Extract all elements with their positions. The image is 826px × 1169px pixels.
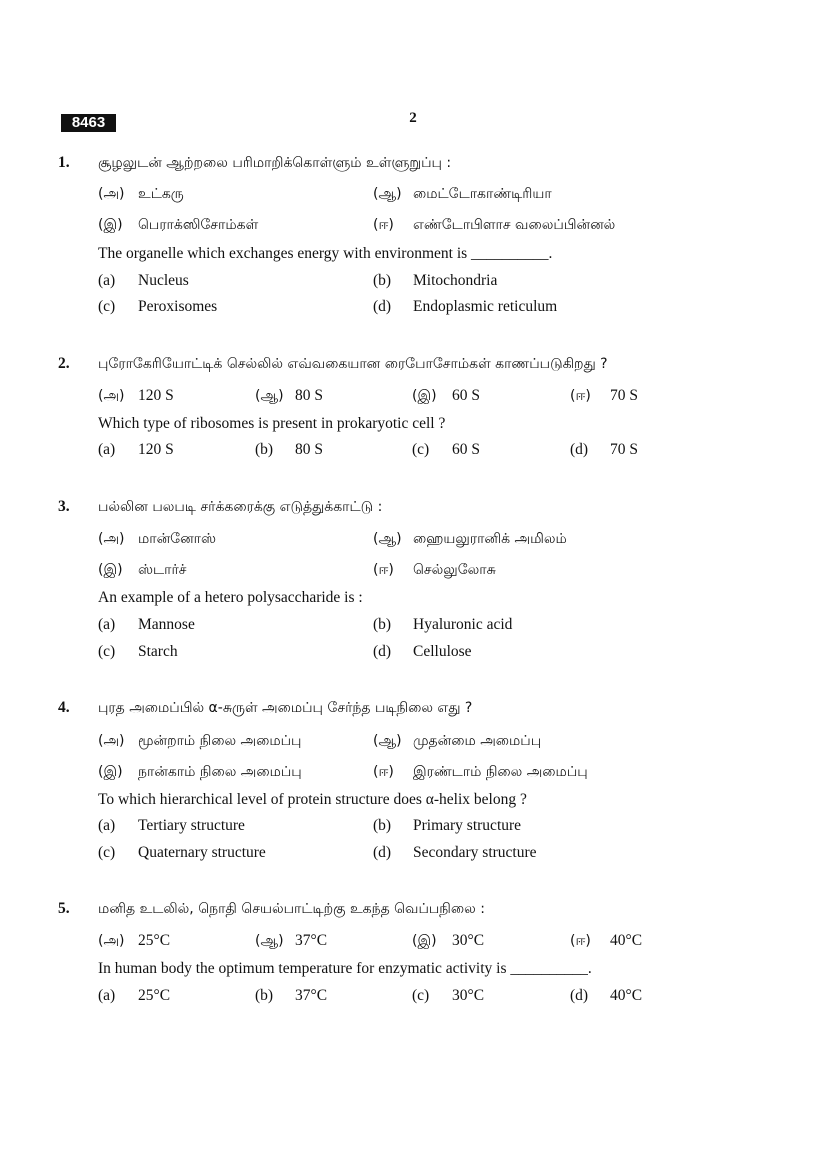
english-option-text: 80 S <box>295 441 323 458</box>
english-option-marker: (d) <box>373 643 392 660</box>
tamil-option-marker: (அ) <box>98 186 125 202</box>
tamil-option-text: மூன்றாம் நிலை அமைப்பு <box>138 733 302 749</box>
tamil-option-text: 60 S <box>452 387 480 404</box>
tamil-option-text: மைட்டோகாண்டிரியா <box>413 186 552 202</box>
tamil-option-marker: (இ) <box>98 764 123 780</box>
english-option-marker: (a) <box>98 441 116 458</box>
english-option-marker: (c) <box>98 844 116 861</box>
english-option-marker: (b) <box>373 817 392 834</box>
english-option-text: Secondary structure <box>413 844 537 861</box>
tamil-question: புரோகேரியோட்டிக் செல்லில் எவ்வகையான ரைபோசோம்கள் காணப்படுகிறது ? <box>98 356 608 372</box>
english-option-marker: (d) <box>570 987 589 1004</box>
english-option-text: Mannose <box>138 616 195 633</box>
tamil-question: சூழலுடன் ஆற்றலை பரிமாறிக்கொள்ளும் உள்ளுறுப்பு : <box>98 155 452 171</box>
english-option-marker: (d) <box>570 441 589 458</box>
english-option-marker: (a) <box>98 616 116 633</box>
question-number: 5. <box>58 900 70 917</box>
english-option-text: Primary structure <box>413 817 522 834</box>
english-option-marker: (b) <box>373 616 392 633</box>
english-question: In human body the optimum temperature for enzymatic activity is __________. <box>98 960 592 977</box>
tamil-option-text: 30°C <box>452 932 485 949</box>
english-question: An example of a hetero polysaccharide is : <box>98 589 363 606</box>
tamil-option-marker: (ஈ) <box>373 562 394 578</box>
english-option-text: Peroxisomes <box>138 298 218 315</box>
tamil-option-text: பெராக்ஸிசோம்கள் <box>138 217 259 233</box>
tamil-option-marker: (ஈ) <box>570 388 591 404</box>
english-option-text: Mitochondria <box>413 272 498 289</box>
english-option-text: Nucleus <box>138 272 189 289</box>
english-option-marker: (c) <box>98 643 116 660</box>
english-option-text: Endoplasmic reticulum <box>413 298 558 315</box>
tamil-option-marker: (அ) <box>98 531 125 547</box>
tamil-option-text: உட்கரு <box>138 186 184 202</box>
english-option-marker: (a) <box>98 272 116 289</box>
tamil-option-marker: (ஆ) <box>373 186 402 202</box>
english-option-text: 70 S <box>610 441 638 458</box>
tamil-question: புரத அமைப்பில் α-சுருள் அமைப்பு சேர்ந்த படிநிலை எது ? <box>98 700 473 716</box>
english-option-marker: (b) <box>255 987 274 1004</box>
tamil-option-text: 70 S <box>610 387 638 404</box>
tamil-option-text: எண்டோபிளாச வலைப்பின்னல் <box>413 217 616 233</box>
english-option-marker: (a) <box>98 817 116 834</box>
tamil-option-marker: (இ) <box>98 562 123 578</box>
tamil-option-text: செல்லுலோசு <box>413 562 496 578</box>
english-option-marker: (c) <box>412 987 430 1004</box>
english-option-marker: (d) <box>373 844 392 861</box>
tamil-option-marker: (அ) <box>98 388 125 404</box>
english-option-text: Starch <box>138 643 178 660</box>
tamil-option-text: 80 S <box>295 387 323 404</box>
english-option-marker: (c) <box>98 298 116 315</box>
question-number: 2. <box>58 355 70 372</box>
english-option-marker: (b) <box>373 272 392 289</box>
english-option-text: 25°C <box>138 987 171 1004</box>
tamil-option-marker: (ஈ) <box>373 217 394 233</box>
tamil-option-text: 40°C <box>610 932 643 949</box>
english-option-text: Hyaluronic acid <box>413 616 513 633</box>
english-question: Which type of ribosomes is present in prokaryotic cell ? <box>98 415 446 432</box>
tamil-option-marker: (இ) <box>412 388 437 404</box>
tamil-option-text: முதன்மை அமைப்பு <box>413 733 542 749</box>
question-number: 3. <box>58 498 70 515</box>
english-option-text: 30°C <box>452 987 485 1004</box>
tamil-option-marker: (ஆ) <box>373 531 402 547</box>
question-number: 4. <box>58 699 70 716</box>
english-option-marker: (b) <box>255 441 274 458</box>
english-question: The organelle which exchanges energy with environment is __________. <box>98 245 553 262</box>
tamil-option-marker: (ஈ) <box>570 933 591 949</box>
tamil-option-marker: (அ) <box>98 933 125 949</box>
tamil-option-text: ஸ்டார்ச் <box>138 562 187 578</box>
english-question: To which hierarchical level of protein structure does α-helix belong ? <box>98 791 527 808</box>
english-option-text: Quaternary structure <box>138 844 266 861</box>
tamil-option-text: 120 S <box>138 387 174 404</box>
tamil-option-text: நான்காம் நிலை அமைப்பு <box>138 764 302 780</box>
english-option-text: Tertiary structure <box>138 817 245 834</box>
tamil-option-marker: (ஆ) <box>255 933 284 949</box>
english-option-text: 40°C <box>610 987 643 1004</box>
tamil-option-text: ஹையலுரானிக் அமிலம் <box>413 531 567 547</box>
english-option-text: 60 S <box>452 441 480 458</box>
tamil-question: பல்லின பலபடி சர்க்கரைக்கு எடுத்துக்காட்டு : <box>98 499 383 515</box>
tamil-option-marker: (ஈ) <box>373 764 394 780</box>
tamil-option-text: இரண்டாம் நிலை அமைப்பு <box>413 764 588 780</box>
tamil-option-marker: (இ) <box>98 217 123 233</box>
english-option-marker: (a) <box>98 987 116 1004</box>
tamil-option-marker: (இ) <box>412 933 437 949</box>
tamil-option-marker: (அ) <box>98 733 125 749</box>
tamil-option-text: மான்னோஸ் <box>138 531 217 547</box>
tamil-option-text: 25°C <box>138 932 171 949</box>
english-option-marker: (c) <box>412 441 430 458</box>
english-option-marker: (d) <box>373 298 392 315</box>
tamil-option-marker: (ஆ) <box>255 388 284 404</box>
question-number: 1. <box>58 154 70 171</box>
tamil-option-text: 37°C <box>295 932 328 949</box>
paper-code: 8463 <box>61 114 116 132</box>
english-option-text: 120 S <box>138 441 174 458</box>
tamil-question: மனித உடலில், நொதி செயல்பாட்டிற்கு உகந்த வெப்பநிலை : <box>98 901 485 917</box>
page-number: 2 <box>409 110 417 126</box>
english-option-text: 37°C <box>295 987 328 1004</box>
english-option-text: Cellulose <box>413 643 472 660</box>
tamil-option-marker: (ஆ) <box>373 733 402 749</box>
